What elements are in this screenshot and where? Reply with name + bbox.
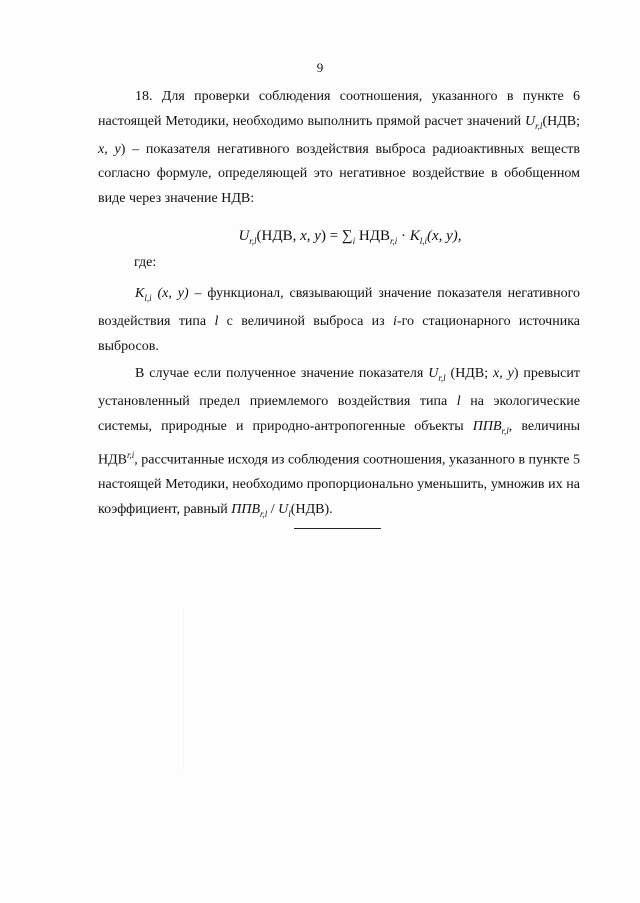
case-symbol-l: l: [456, 394, 461, 410]
case-ppv-2: ППВ: [231, 501, 260, 517]
symbol-i: i: [393, 314, 397, 330]
case-args-2: ) превысит установленный предел приемлемого воздействия типа: [98, 366, 580, 410]
formula: [0, 228, 640, 246]
case-text-2: на экологические системы, природные и природно-антропогенные объекты: [98, 394, 580, 434]
formula-ndv: НДВ: [355, 228, 390, 244]
formula-xy: x, y: [300, 228, 321, 244]
formula-k: K: [409, 228, 420, 244]
symbol-k: K: [135, 286, 145, 301]
scan-artifact-line: [183, 610, 184, 770]
end-rule: [294, 528, 381, 529]
case-text-4: , рассчитанные исходя из соблюдения соотношения, указанного в пункте 5 настоящей Методики, необходимо пропорционально уменьшить, умножив их на коэффициент, равный: [98, 452, 580, 517]
case-text-3: , величины НДВ: [98, 418, 580, 468]
case-symbol-u-2-subscript: l: [288, 508, 291, 519]
formula-k-args: (x, y),: [427, 228, 462, 244]
case-xy: x, y: [493, 366, 514, 381]
case-ppv: ППВ: [472, 418, 502, 434]
case-symbol-u-subscript: r,l: [438, 372, 446, 383]
paragraph-18: [98, 85, 580, 211]
case-ppv-2-subscript: r,l: [260, 508, 268, 519]
case-slash: /: [267, 501, 279, 517]
formula-ndv-subscript: r,i: [389, 236, 398, 246]
case-ppv-subscript: r,l: [501, 425, 509, 436]
formula-dot: ·: [397, 228, 410, 244]
coordinates-xy: x, y: [98, 141, 121, 157]
k-text-2: с величиной выброса из: [218, 314, 394, 330]
symbol-k-subscript: l,i: [144, 292, 152, 303]
case-lead: В случае если полученное значение показателя: [135, 366, 429, 381]
case-symbol-u: U: [428, 366, 439, 381]
formula-args-open: (НДВ,: [256, 228, 301, 244]
case-symbol-u-2: U: [278, 501, 289, 517]
case-args-1: (НДВ;: [445, 366, 494, 381]
k-text-1: – функционал, связывающий значение показателя негативного воздействия типа: [98, 286, 580, 330]
page-number: 9: [316, 60, 324, 75]
para18-rest: – показателя негативного воздействия выброса радиоактивных веществ согласно формуле, определяющей это негативное воздействие в обобщенном виде через значение НДВ:: [98, 141, 580, 206]
para18-args: (НДВ;: [542, 113, 580, 129]
symbol-u-subscript: r,l: [535, 120, 543, 131]
symbol-k-args: (x, y): [151, 286, 189, 301]
para18-lead: 18. Для проверки соблюдения соотношения, указанного в пункте 6 настоящей Методики, необходимо выполнить прямой расчет значений: [98, 89, 580, 129]
formula-k-subscript: l,i: [419, 236, 427, 246]
symbol-u: U: [525, 113, 536, 129]
k-text-3: -го стационарного источника выбросов.: [98, 314, 581, 354]
formula-u-subscript: r,l: [249, 236, 257, 246]
paragraph-case: [98, 362, 580, 526]
case-end: (НДВ).: [290, 501, 333, 517]
formula-equals-sum: ) = ∑: [320, 228, 353, 244]
symbol-l: l: [214, 314, 219, 330]
case-ndv-superscript: r,i: [127, 450, 135, 461]
formula-sum-subscript: i: [352, 236, 356, 246]
formula-u: U: [238, 228, 250, 244]
paragraph-k-definition: [98, 282, 580, 359]
where-label: где:: [134, 255, 157, 270]
para18-close: ): [120, 141, 126, 157]
